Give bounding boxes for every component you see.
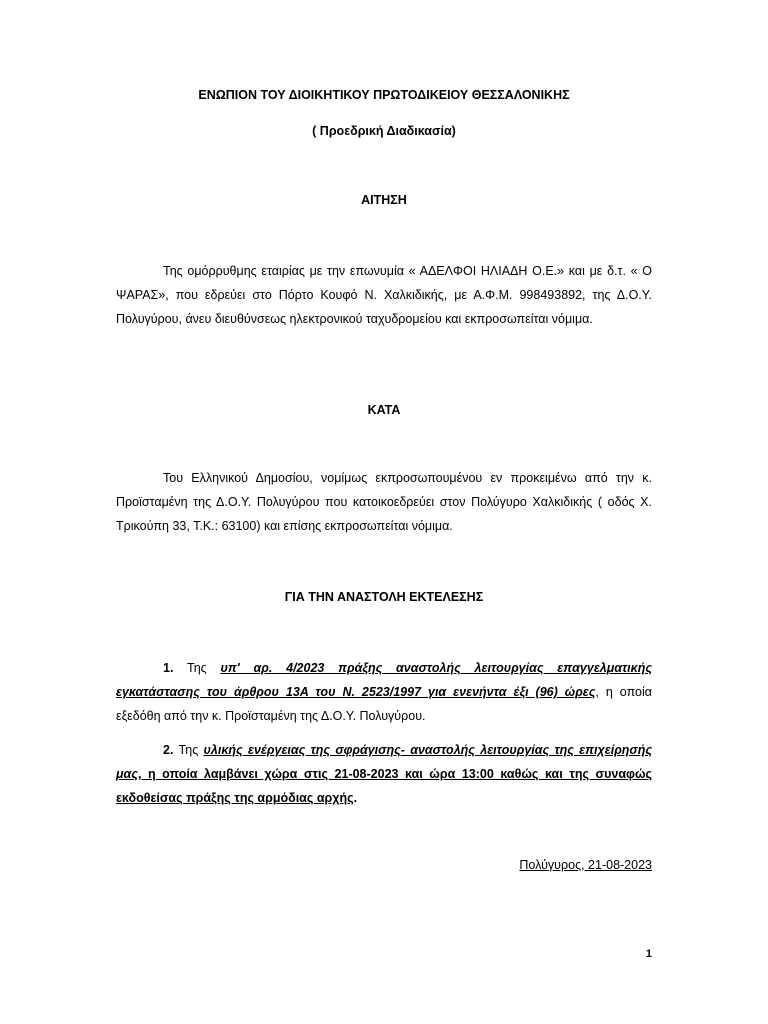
place-date-signature: Πολύγυρος, 21-08-2023 [519,858,652,872]
item-number: 1. [163,661,174,675]
item-tail: , η οποία εξεδόθη από την κ. Προϊσταμένη της Δ.Ο.Υ. Πολυγύρου. [116,685,652,723]
document-title: ΑΙΤΗΣΗ [361,193,407,207]
procedure-subheading: ( Προεδρική Διαδικασία) [312,124,456,138]
item-emphasis: υπ' αρ. 4/2023 πράξης αναστολής λειτουργίας επαγγελματικής εγκατάστασης του άρθρου 13Α του Ν. 2523/1997 για ενενήντα έξι (96) ώρες [116,661,652,699]
applicant-paragraph: Της ομόρρυθμης εταιρίας με την επωνυμία « ΑΔΕΛΦΟΙ ΗΛΙΑΔΗ Ο.Ε.» και με δ.τ. « Ο ΨΑΡΑΣ», που εδρεύει στο Πόρτο Κουφό Ν. Χαλκιδικής, με Α.Φ.Μ. 998493892, της Δ.Ο.Υ. Πολυγύρου, άνευ διευθύνσεως ηλεκτρονικού ταχυδρομείου και εκπροσωπείται νόμιμα. [116,264,652,326]
page-number: 1 [645,948,652,960]
item-number: 2. [163,743,174,757]
court-heading: ΕΝΩΠΙΟΝ ΤΟΥ ΔΙΟΙΚΗΤΙΚΟΥ ΠΡΩΤΟΔΙΚΕΙΟΥ ΘΕΣΣΑΛΟΝΙΚΗΣ [198,88,570,102]
against-heading: ΚΑΤΑ [367,403,401,417]
item-emphasis-continued: , η οποία λαμβάνει χώρα στις 21-08-2023 και ώρα 13:00 καθώς και της συναφώς εκδοθείσας πράξης της αρμόδιας αρχής [116,767,652,805]
item-intro: Της [173,661,221,675]
item-tail: . [353,791,358,805]
suspension-item-2 [116,738,652,810]
suspension-item-1 [116,656,652,728]
suspension-heading: ΓΙΑ ΤΗΝ ΑΝΑΣΤΟΛΗ ΕΚΤΕΛΕΣΗΣ [284,590,484,604]
item-emphasis: υλικής ενέργειας της σφράγισης- αναστολής λειτουργίας της επιχείρησής μας [116,743,652,781]
respondent-paragraph: Του Ελληνικού Δημοσίου, νομίμως εκπροσωπουμένου εν προκειμένω από την κ. Προϊσταμένη της Δ.Ο.Υ. Πολυγύρου που κατοικοεδρεύει στον Πολύγυρο Χαλκιδικής ( οδός Χ. Τρικούπη 33, Τ.Κ.: 63100) και επίσης εκπροσωπείται νόμιμα. [116,471,652,533]
item-intro: Της [173,743,204,757]
